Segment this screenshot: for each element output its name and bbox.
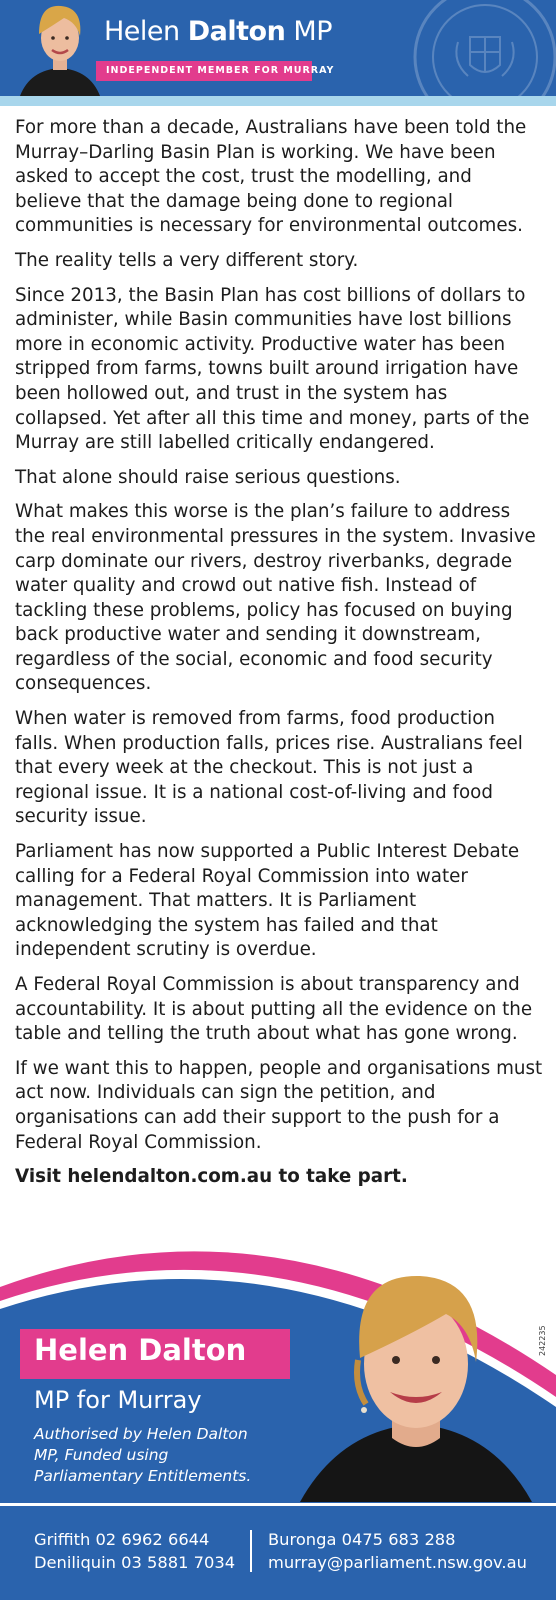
header-tagline: INDEPENDENT MEMBER FOR MURRAY	[96, 61, 312, 81]
footer-separator	[0, 1503, 556, 1506]
ad-code: 242235	[538, 1325, 547, 1356]
paragraph: The reality tells a very different story.	[15, 249, 359, 271]
header-divider-stripe	[0, 96, 556, 106]
article-body	[15, 116, 543, 1200]
header-name-first: Helen	[104, 16, 180, 47]
header-portrait-image	[20, 0, 100, 96]
paragraph: That alone should raise serious questions.	[15, 466, 401, 488]
contact-deniliquin: Deniliquin 03 5881 7034	[34, 1553, 236, 1572]
footer-name: Helen Dalton	[34, 1333, 247, 1367]
paragraph: Since 2013, the Basin Plan has cost billions of dollars to administer, while Basin communities have lost billions more in economic activity. Productive water has been stripped from farms, towns built around irrigation have been hollowed out, and trust in the system has collapsed. Yet after all this time and money, parts of the Murray are still labelled critically endangered.	[15, 284, 530, 454]
contact-buronga: Buronga 0475 683 288	[268, 1530, 456, 1549]
contact-divider	[250, 1530, 252, 1572]
header-name	[104, 16, 332, 47]
paragraph: What makes this worse is the plan’s failure to address the real environmental pressures in the system. Invasive carp dominate our rivers, destroy riverbanks, degrade water quality and crowd out native fish. Instead of tackling these problems, policy has focused on buying back productive water and sending it downstream, regardless of the social, economic and food security consequences.	[15, 501, 536, 695]
paragraph: If we want this to happen, people and organisations must act now. Individuals can sign the petition, and organisations can add their support to the push for a Federal Royal Commission.	[15, 1057, 543, 1153]
paragraph: For more than a decade, Australians have been told the Murray–Darling Basin Plan is working. We have been asked to accept the cost, trust the modelling, and believe that the damage being done to regional communities is necessary for environmental outcomes.	[15, 117, 527, 237]
paragraph: A Federal Royal Commission is about transparency and accountability. It is about putting all the evidence on the table and telling the truth about what has gone wrong.	[15, 974, 533, 1045]
paragraph: When water is removed from farms, food production falls. When production falls, prices rise. Australians feel that every week at the checkout. This is not just a regional issue. It is a national cost-of-living and food security issue.	[15, 708, 523, 828]
footer-role: MP for Murray	[34, 1386, 202, 1414]
contacts-right	[268, 1528, 527, 1574]
contact-email: murray@parliament.nsw.gov.au	[268, 1553, 527, 1572]
footer-portrait-image	[300, 1258, 532, 1502]
parliament-seal-icon	[410, 0, 556, 96]
footer-authorisation: Authorised by Helen Dalton MP, Funded using Parliamentary Entitlements.	[34, 1425, 252, 1485]
contact-griffith: Griffith 02 6962 6644	[34, 1530, 210, 1549]
contacts-left	[34, 1528, 235, 1574]
header-banner	[0, 0, 556, 96]
paragraph: Parliament has now supported a Public Interest Debate calling for a Federal Royal Commission into water management. That matters. It is Parliament acknowledging the system has failed and that independent scrutiny is overdue.	[15, 841, 520, 961]
call-to-action: Visit helendalton.com.au to take part.	[15, 1166, 408, 1188]
header-name-last: Dalton	[187, 16, 286, 47]
header-name-suffix: MP	[293, 16, 332, 47]
